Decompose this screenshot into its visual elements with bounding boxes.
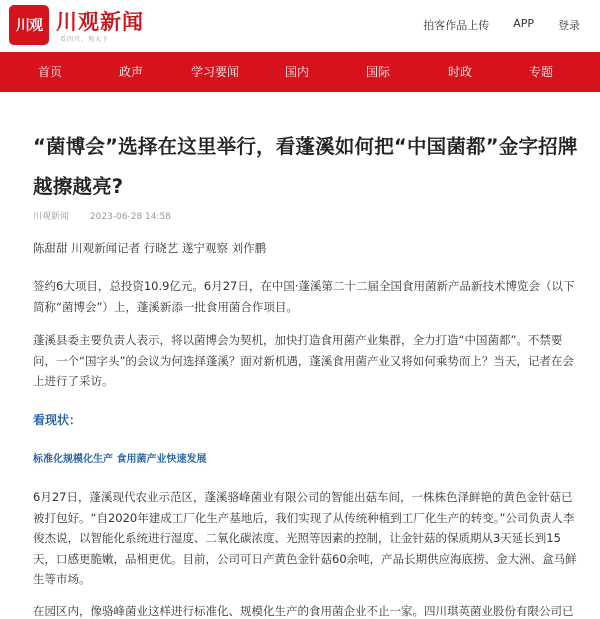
article-authors: 陈甜甜 川观新闻记者 行晓艺 遂宁观察 刘作鹏 [33,241,267,255]
nav-item-special[interactable]: 专题 [529,65,554,79]
section-title: 标准化规模化生产 食用菌产业快速发展 [33,454,207,465]
nav-item-politics-voice[interactable]: 政声 [119,65,144,79]
article-meta [33,209,171,222]
site-name[interactable]: 川观新闻 [56,9,144,34]
nav-item-current-affairs[interactable]: 时政 [448,65,473,79]
nav-item-domestic[interactable]: 国内 [285,65,310,79]
paragraph: 签约6大项目，总投资10.9亿元。6月27日，在中国·蓬溪第二十二届全国食用菌新产品新技术博览会（以下简称“菌博会”）上，蓬溪新添一批食用菌合作项目。 [33,279,575,314]
main-nav [0,52,600,92]
article-source: 川观新闻 [33,212,70,222]
paragraph: 蓬溪县委主要负责人表示，将以菌博会为契机，加快打造食用菌产业集群，全力打造“中国菌都”。不禁要问，一个“国字头”的会议为何选择蓬溪？面对新机遇，蓬溪食用菌产业又将如何乘势而上？当天，记者在会上进行了采访。 [33,333,574,388]
site-header [0,0,600,52]
login-link[interactable]: 登录 [558,19,580,32]
nav-item-home[interactable]: 首页 [38,65,63,79]
logo-mark[interactable]: 川观 [9,5,49,45]
article-title: “菌博会”选择在这里举行，看蓬溪如何把“中国菌都”金字招牌越擦越亮? [33,135,578,198]
section-subhead: 看现状： [33,413,82,427]
top-links [423,17,580,33]
article-date: 2023-06-28 14:58 [89,212,171,222]
paragraph: 6月27日，蓬溪现代农业示范区，蓬溪骆峰菌业有限公司的智能出菇车间，一株株色泽鲜艳的黄色金针菇已被打包好。“自2020年建成工厂化生产基地后，我们实现了从传统种植到工厂化生产的转变。”公司负责人李俊杰说，以智能化系统进行湿度、二氧化碳浓度、光照等因素的控制，让金针菇的保质期从3天延长到15天，口感更脆嫩，品相更优。目前，公司可日产黄色金针菇60余吨，产品长期供应海底捞、金大洲、盒马鲜生等市场。 [33,490,577,586]
app-link[interactable]: APP [513,17,534,30]
nav-item-international[interactable]: 国际 [366,65,391,79]
site-slogan: 看四川，观天下 [60,36,110,43]
upload-link[interactable]: 拍客作品上传 [423,19,490,32]
paragraph: 在园区内，像骆峰菌业这样进行标准化、规模化生产的食用菌企业不止一家。四川琪英菌业股份有限公司已 [33,604,574,618]
nav-item-study-news[interactable]: 学习要闻 [191,65,240,79]
